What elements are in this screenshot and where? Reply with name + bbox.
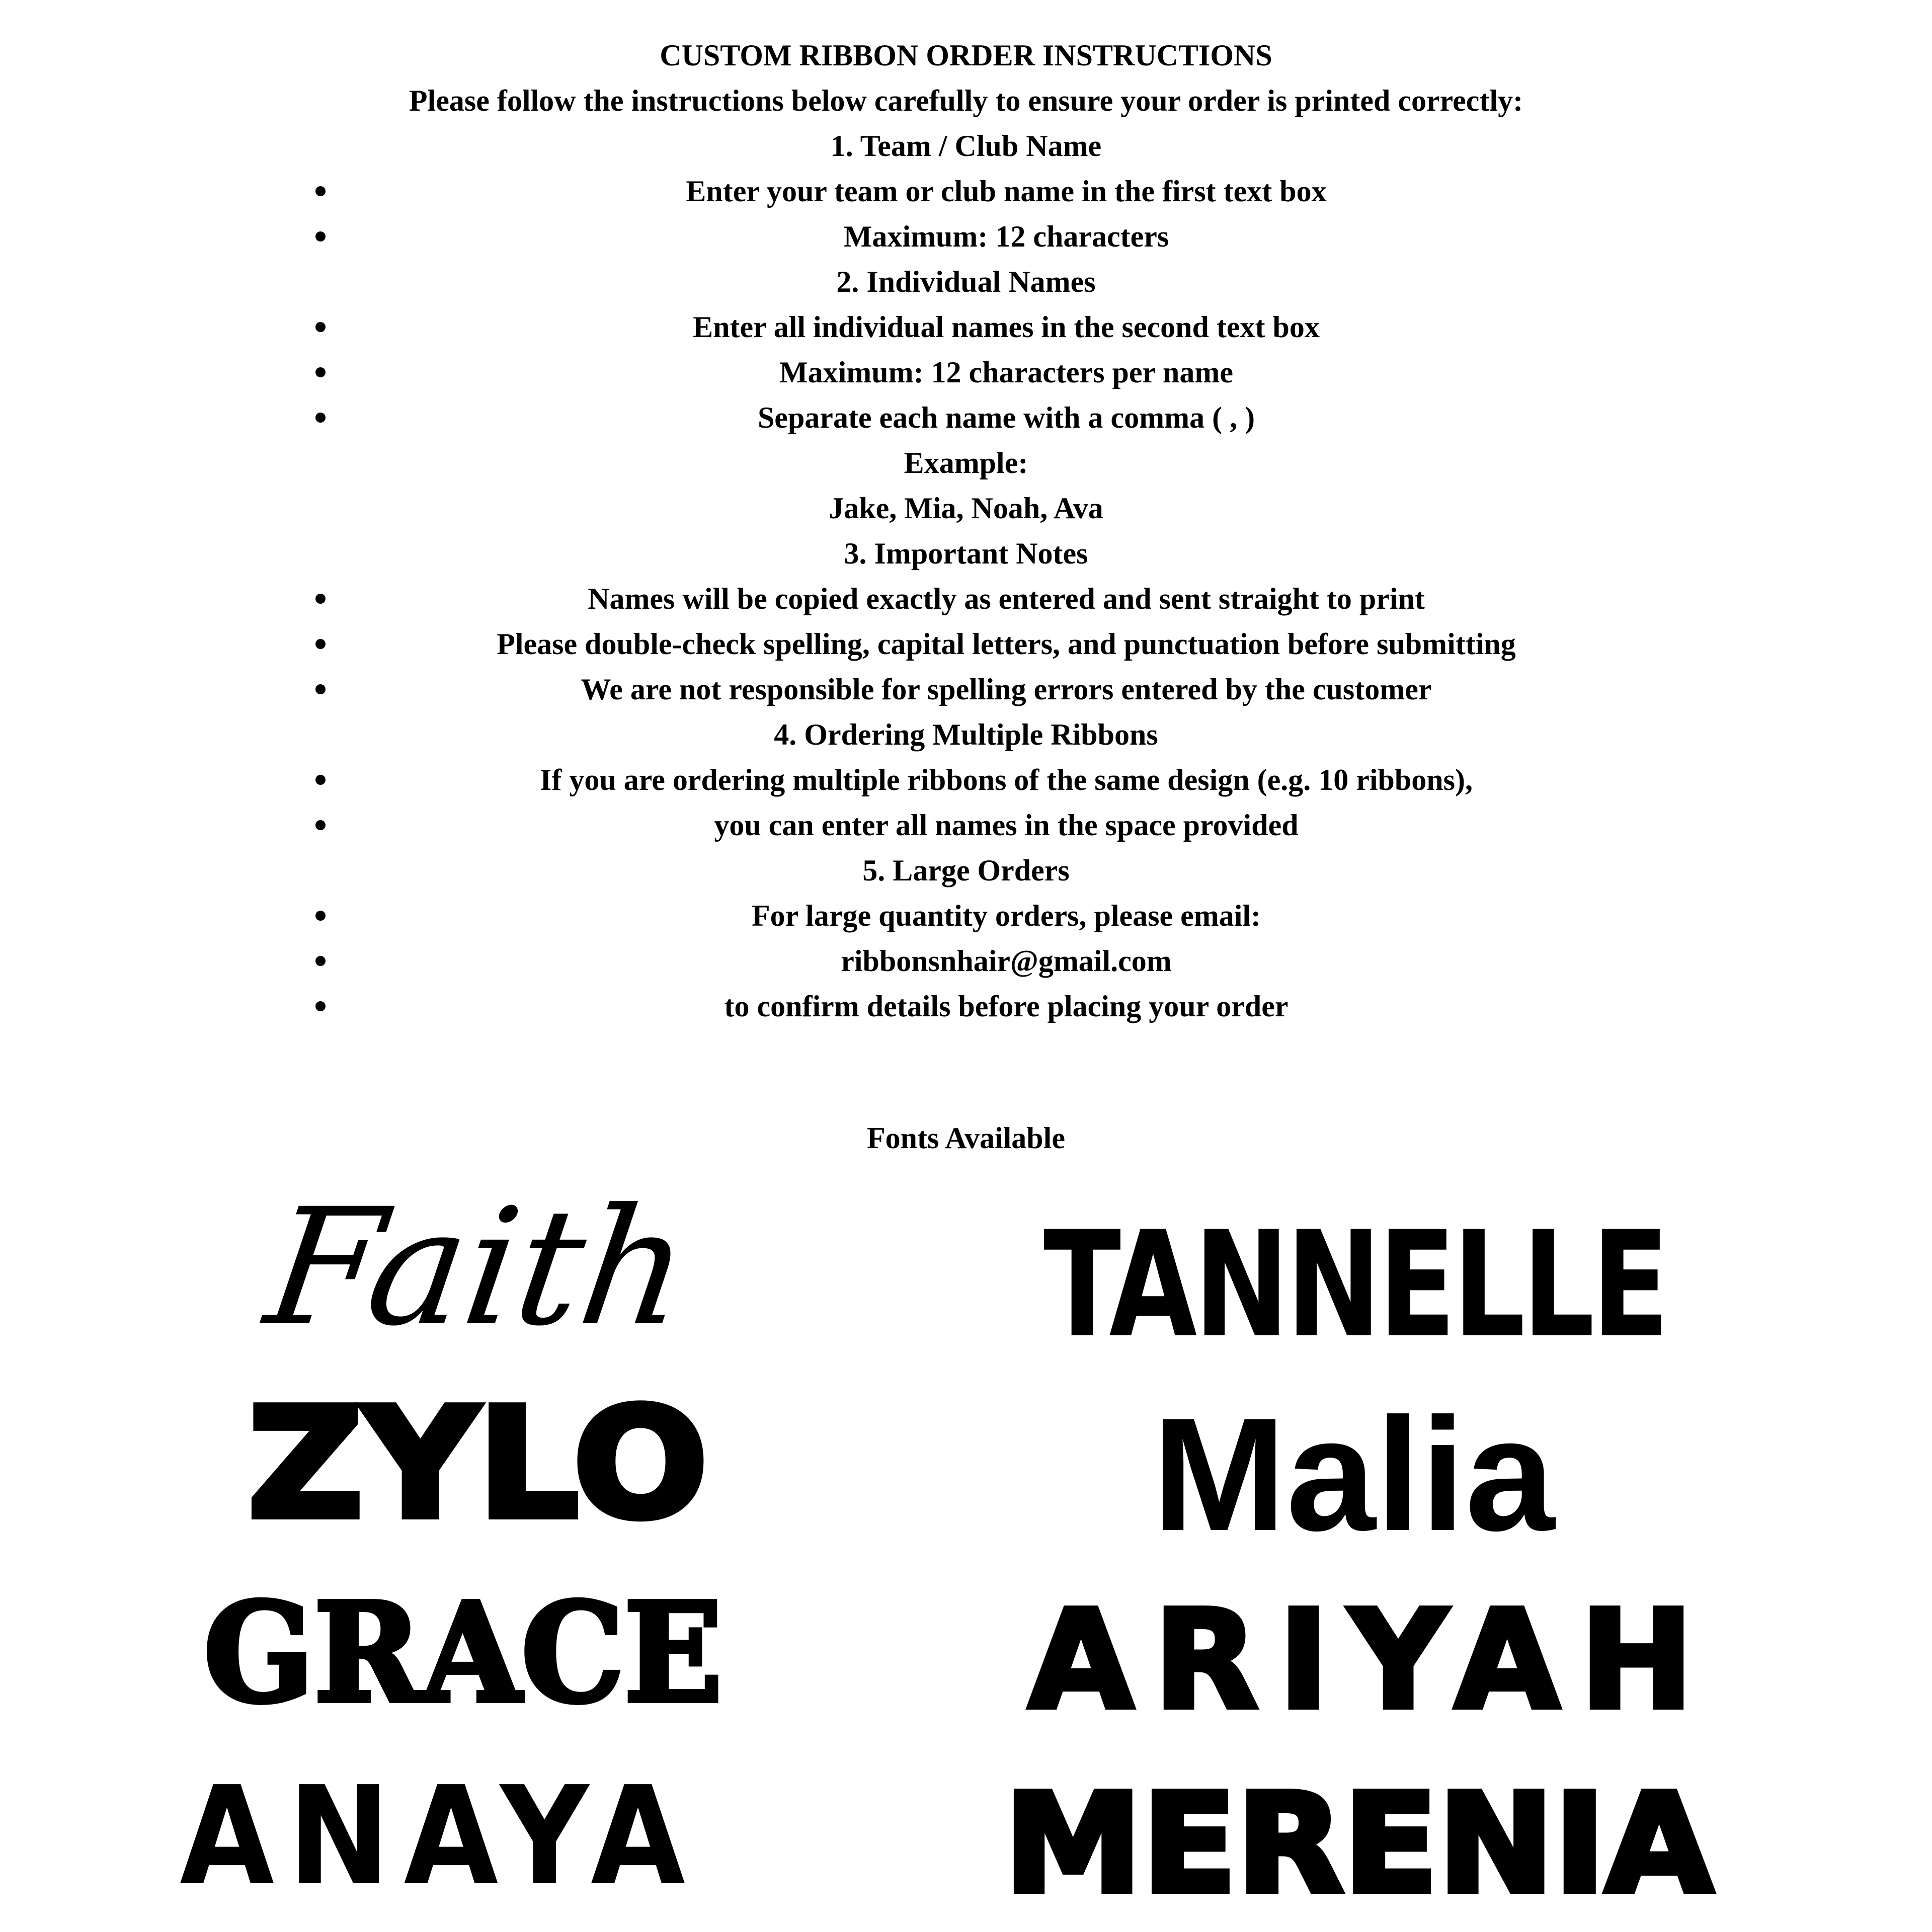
document-heading: CUSTOM RIBBON ORDER INSTRUCTIONS	[660, 39, 1272, 72]
fonts-title: Fonts Available	[867, 1121, 1065, 1155]
bullet-item: Separate each name with a comma ( , )	[0, 397, 1932, 438]
bullet-item: Please double-check spelling, capital letters, and punctuation before submitting	[0, 624, 1932, 664]
font-sample-anaya: ANAYA	[180, 1757, 699, 1915]
bullet-icon	[315, 775, 326, 785]
bullet-item: We are not responsible for spelling errors entered by the customer	[0, 669, 1932, 709]
section-title: 2. Individual Names	[836, 265, 1096, 298]
bullet-item	[0, 941, 1932, 981]
bullet-item: you can enter all names in the space provided	[0, 805, 1932, 845]
bullet-icon	[315, 231, 326, 242]
example-value: Jake, Mia, Noah, Ava	[829, 492, 1103, 525]
section-title: 5. Large Orders	[862, 854, 1070, 887]
bullet-icon	[315, 186, 326, 196]
bullet-icon	[315, 594, 326, 604]
bullet-item: Names will be copied exactly as entered and sent straight to print	[0, 579, 1932, 619]
font-sample-grace: GRACE	[204, 1573, 722, 1733]
bullet-item: For large quantity orders, please email:	[0, 896, 1932, 936]
section-title: 4. Ordering Multiple Ribbons	[774, 718, 1158, 751]
font-sample-merenia: MERENIA	[1004, 1764, 1713, 1923]
bullet-icon	[315, 322, 326, 332]
bullet-item: Maximum: 12 characters per name	[0, 352, 1932, 392]
bullet-item: Maximum: 12 characters	[0, 216, 1932, 257]
bullet-item: Enter your team or club name in the first text box	[0, 171, 1932, 211]
font-sample-zylo: ZYLO	[248, 1376, 708, 1552]
bullet-icon	[315, 820, 326, 830]
bullet-icon	[315, 639, 326, 649]
bullet-item: Enter all individual names in the second text box	[0, 307, 1932, 347]
section-title: 1. Team / Club Name	[830, 129, 1102, 163]
bullet-icon	[315, 956, 326, 966]
bullet-item: If you are ordering multiple ribbons of the same design (e.g. 10 ribbons),	[0, 760, 1932, 800]
intro-text: Please follow the instructions below carefully to ensure your order is printed correctly:	[409, 84, 1523, 117]
font-sample-ariyah: ARIYAH	[1028, 1581, 1714, 1739]
bullet-icon	[315, 367, 326, 377]
font-sample-malia: Malia	[1152, 1384, 1555, 1564]
bullet-item: to confirm details before placing your order	[0, 986, 1932, 1026]
font-sample-faith: Faith	[256, 1174, 700, 1361]
bullet-icon	[315, 1001, 326, 1011]
section-title: 3. Important Notes	[844, 537, 1088, 570]
email-address: ribbonsnhair@gmail.com	[841, 944, 1172, 978]
font-sample-tannelle: TANNELLE	[1043, 1200, 1666, 1370]
bullet-icon	[315, 911, 326, 921]
bullet-icon	[315, 413, 326, 423]
example-label: Example:	[904, 446, 1028, 479]
bullet-icon	[315, 684, 326, 694]
